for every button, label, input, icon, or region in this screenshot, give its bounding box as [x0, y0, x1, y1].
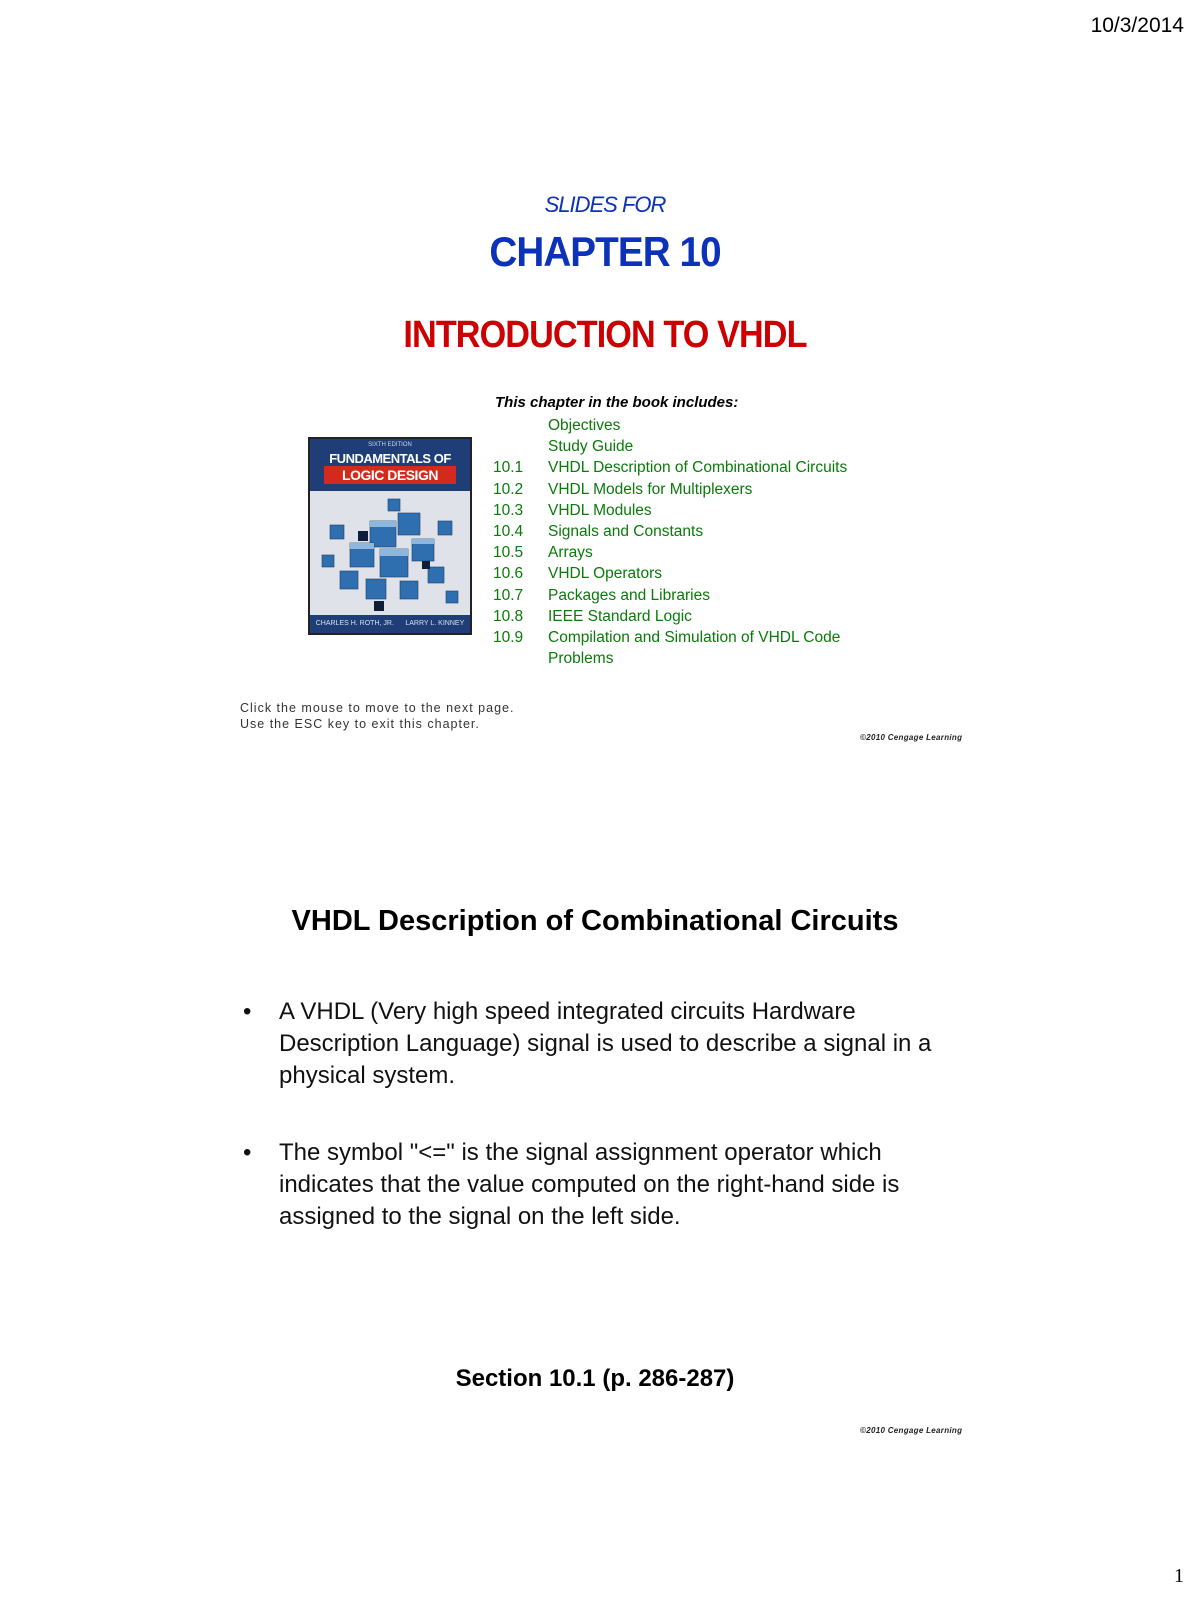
toc-item [493, 627, 847, 648]
toc-number: 10.1 [493, 459, 524, 477]
bullet-icon: • [243, 998, 252, 1025]
book-cover-image [308, 437, 472, 635]
book-title-line1: FUNDAMENTALS OF [329, 451, 451, 466]
page-date: 10/3/2014 [1090, 14, 1184, 37]
toc-item [493, 521, 847, 542]
slide-subtitle: SLIDES FOR [544, 192, 666, 217]
bullet-text: The symbol "<=" is the signal assignment operator which indicates that the value computed on the right-hand side is assigned to the signal on the left side. [279, 1139, 900, 1230]
toc-label: VHDL Modules [548, 501, 652, 519]
toc-label: VHDL Description of Combinational Circuits [548, 459, 848, 477]
toc-item [493, 585, 847, 606]
toc-label: Problems [548, 650, 614, 668]
copyright-notice: ©2010 Cengage Learning [860, 1426, 963, 1435]
toc-number: 10.3 [493, 501, 524, 519]
toc-item [493, 479, 847, 500]
toc-item [493, 415, 847, 436]
toc-label: Objectives [548, 417, 621, 434]
bullet-icon: • [243, 1139, 252, 1166]
chapter-title: INTRODUCTION TO VHDL [403, 314, 807, 356]
chapter-heading: CHAPTER 10 [489, 228, 721, 275]
toc-label: VHDL Operators [548, 565, 662, 583]
toc-item [493, 648, 847, 669]
book-author: CHARLES H. ROTH, JR. [315, 620, 394, 627]
slide-title: VHDL Description of Combinational Circuits [291, 905, 899, 937]
section-reference: Section 10.1 (p. 286-287) [455, 1365, 735, 1392]
book-authors [310, 615, 470, 633]
table-of-contents [493, 415, 847, 669]
page-number: 1 [1174, 1565, 1184, 1587]
toc-label: Packages and Libraries [548, 586, 710, 604]
toc-label: Study Guide [548, 438, 634, 456]
cubes-illustration [310, 491, 470, 615]
toc-number: 10.9 [493, 628, 524, 646]
toc-item [493, 457, 847, 478]
book-title-line2: LOGIC DESIGN [324, 466, 456, 484]
bullet-text: A VHDL (Very high speed integrated circuits Hardware Description Language) signal is used to describe a signal in a physical system. [279, 998, 932, 1089]
bullet-item [243, 996, 963, 1092]
book-author: LARRY L. KINNEY [405, 620, 465, 627]
bullet-item [243, 1137, 963, 1233]
toc-item [493, 436, 847, 457]
toc-number: 10.2 [493, 480, 524, 498]
toc-item [493, 542, 847, 563]
navigation-hint-line: Use the ESC key to exit this chapter. [240, 717, 480, 731]
toc-number: 10.6 [493, 565, 524, 583]
toc-number: 10.5 [493, 544, 524, 562]
navigation-hint [240, 700, 514, 732]
toc-label: IEEE Standard Logic [548, 607, 692, 625]
toc-item [493, 606, 847, 627]
book-edition: SIXTH EDITION [368, 442, 412, 448]
includes-heading: This chapter in the book includes: [495, 394, 739, 411]
toc-number: 10.7 [493, 586, 524, 604]
toc-number: 10.8 [493, 607, 524, 625]
toc-item [493, 500, 847, 521]
toc-label: Arrays [548, 544, 593, 562]
copyright-notice: ©2010 Cengage Learning [860, 733, 963, 742]
toc-label: Compilation and Simulation of VHDL Code [548, 628, 841, 646]
navigation-hint-line: Click the mouse to move to the next page. [240, 701, 515, 715]
toc-number: 10.4 [493, 522, 524, 540]
toc-label: VHDL Models for Multiplexers [548, 480, 753, 498]
toc-item [493, 563, 847, 584]
toc-label: Signals and Constants [548, 522, 704, 540]
